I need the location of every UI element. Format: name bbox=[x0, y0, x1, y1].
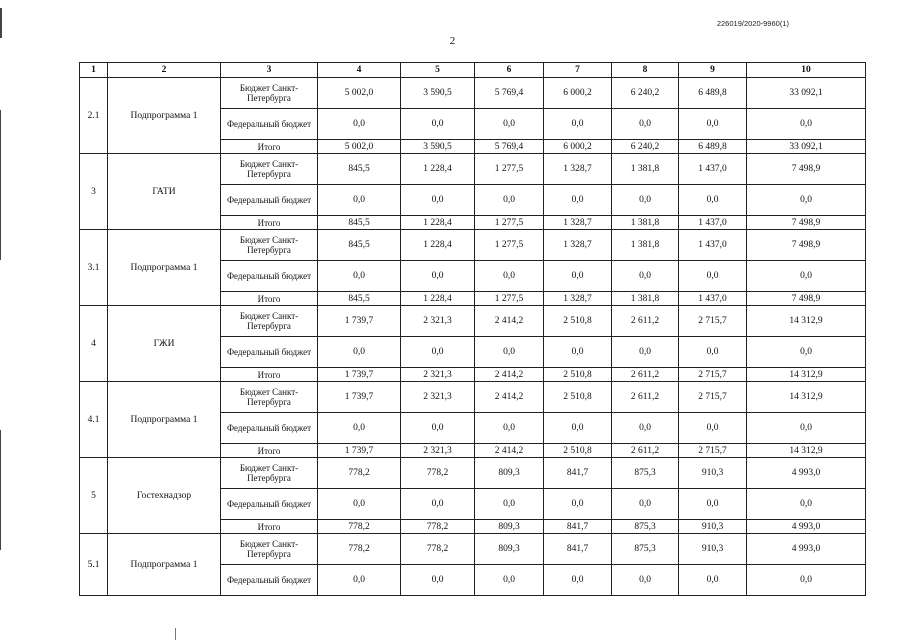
value-cell: 778,2 bbox=[318, 534, 401, 565]
value-cell: 0,0 bbox=[544, 109, 612, 140]
value-cell: 0,0 bbox=[747, 413, 866, 444]
funding-source: Федеральный бюджет bbox=[221, 109, 318, 140]
value-cell: 0,0 bbox=[401, 489, 475, 520]
value-cell: 6 489,8 bbox=[679, 140, 747, 154]
funding-source: Федеральный бюджет bbox=[221, 185, 318, 216]
value-cell: 0,0 bbox=[401, 565, 475, 596]
value-cell: 2 510,8 bbox=[544, 368, 612, 382]
item-name: Подпрограмма 1 bbox=[108, 78, 221, 154]
column-header: 6 bbox=[475, 63, 544, 78]
value-cell: 0,0 bbox=[612, 185, 679, 216]
value-cell: 1 328,7 bbox=[544, 292, 612, 306]
value-cell: 0,0 bbox=[612, 489, 679, 520]
column-header: 2 bbox=[108, 63, 221, 78]
value-cell: 2 414,2 bbox=[475, 382, 544, 413]
value-cell: 2 510,8 bbox=[544, 382, 612, 413]
item-number: 2.1 bbox=[80, 78, 108, 154]
item-name: Подпрограмма 1 bbox=[108, 382, 221, 458]
value-cell: 6 489,8 bbox=[679, 78, 747, 109]
funding-source: Бюджет Санкт-Петербурга bbox=[221, 534, 318, 565]
value-cell: 2 321,3 bbox=[401, 444, 475, 458]
value-cell: 2 611,2 bbox=[612, 382, 679, 413]
value-cell: 0,0 bbox=[747, 489, 866, 520]
value-cell: 0,0 bbox=[544, 261, 612, 292]
column-header: 3 bbox=[221, 63, 318, 78]
value-cell: 845,5 bbox=[318, 216, 401, 230]
value-cell: 4 993,0 bbox=[747, 458, 866, 489]
value-cell: 33 092,1 bbox=[747, 78, 866, 109]
value-cell: 875,3 bbox=[612, 534, 679, 565]
document-id: 226019/2020-9960(1) bbox=[716, 19, 789, 28]
value-cell: 0,0 bbox=[401, 261, 475, 292]
value-cell: 0,0 bbox=[475, 565, 544, 596]
value-cell: 14 312,9 bbox=[747, 444, 866, 458]
value-cell: 1 437,0 bbox=[679, 216, 747, 230]
item-number: 4.1 bbox=[80, 382, 108, 458]
funding-source: Итого bbox=[221, 292, 318, 306]
value-cell: 778,2 bbox=[401, 534, 475, 565]
column-header: 10 bbox=[747, 63, 866, 78]
value-cell: 0,0 bbox=[612, 413, 679, 444]
value-cell: 2 611,2 bbox=[612, 444, 679, 458]
item-name: Подпрограмма 1 bbox=[108, 534, 221, 596]
funding-source: Бюджет Санкт-Петербурга bbox=[221, 230, 318, 261]
value-cell: 845,5 bbox=[318, 230, 401, 261]
value-cell: 0,0 bbox=[318, 109, 401, 140]
value-cell: 2 510,8 bbox=[544, 306, 612, 337]
value-cell: 2 611,2 bbox=[612, 306, 679, 337]
header-row bbox=[80, 63, 866, 78]
value-cell: 778,2 bbox=[401, 458, 475, 489]
value-cell: 1 437,0 bbox=[679, 230, 747, 261]
value-cell: 845,5 bbox=[318, 292, 401, 306]
value-cell: 0,0 bbox=[612, 565, 679, 596]
value-cell: 3 590,5 bbox=[401, 78, 475, 109]
value-cell: 1 381,8 bbox=[612, 216, 679, 230]
value-cell: 0,0 bbox=[544, 337, 612, 368]
funding-source: Федеральный бюджет bbox=[221, 489, 318, 520]
funding-source: Итого bbox=[221, 368, 318, 382]
item-number: 4 bbox=[80, 306, 108, 382]
value-cell: 1 381,8 bbox=[612, 230, 679, 261]
table-row bbox=[80, 230, 866, 261]
table-row bbox=[80, 534, 866, 565]
funding-source: Итого bbox=[221, 140, 318, 154]
table-row bbox=[80, 78, 866, 109]
value-cell: 2 611,2 bbox=[612, 368, 679, 382]
value-cell: 0,0 bbox=[544, 413, 612, 444]
value-cell: 1 381,8 bbox=[612, 154, 679, 185]
funding-source: Федеральный бюджет bbox=[221, 337, 318, 368]
value-cell: 5 769,4 bbox=[475, 140, 544, 154]
value-cell: 2 715,7 bbox=[679, 444, 747, 458]
column-header: 9 bbox=[679, 63, 747, 78]
value-cell: 778,2 bbox=[318, 520, 401, 534]
value-cell: 0,0 bbox=[475, 109, 544, 140]
value-cell: 7 498,9 bbox=[747, 154, 866, 185]
table-row bbox=[80, 382, 866, 413]
funding-source: Федеральный бюджет bbox=[221, 413, 318, 444]
value-cell: 778,2 bbox=[401, 520, 475, 534]
funding-source: Федеральный бюджет bbox=[221, 565, 318, 596]
value-cell: 6 240,2 bbox=[612, 140, 679, 154]
value-cell: 6 240,2 bbox=[612, 78, 679, 109]
value-cell: 1 277,5 bbox=[475, 292, 544, 306]
page-number: 2 bbox=[449, 35, 456, 47]
value-cell: 33 092,1 bbox=[747, 140, 866, 154]
budget-table bbox=[79, 62, 866, 596]
value-cell: 0,0 bbox=[679, 565, 747, 596]
value-cell: 841,7 bbox=[544, 534, 612, 565]
value-cell: 4 993,0 bbox=[747, 520, 866, 534]
value-cell: 1 381,8 bbox=[612, 292, 679, 306]
value-cell: 841,7 bbox=[544, 458, 612, 489]
item-name: ГЖИ bbox=[108, 306, 221, 382]
column-header: 4 bbox=[318, 63, 401, 78]
value-cell: 0,0 bbox=[747, 261, 866, 292]
item-number: 3.1 bbox=[80, 230, 108, 306]
value-cell: 2 715,7 bbox=[679, 382, 747, 413]
item-number: 5.1 bbox=[80, 534, 108, 596]
value-cell: 0,0 bbox=[612, 109, 679, 140]
value-cell: 0,0 bbox=[401, 413, 475, 444]
value-cell: 6 000,2 bbox=[544, 140, 612, 154]
scan-edge-mark bbox=[0, 110, 1, 260]
value-cell: 1 437,0 bbox=[679, 292, 747, 306]
value-cell: 2 715,7 bbox=[679, 306, 747, 337]
column-header: 5 bbox=[401, 63, 475, 78]
value-cell: 0,0 bbox=[747, 109, 866, 140]
table-row bbox=[80, 306, 866, 337]
value-cell: 0,0 bbox=[544, 565, 612, 596]
value-cell: 0,0 bbox=[318, 413, 401, 444]
value-cell: 0,0 bbox=[318, 489, 401, 520]
value-cell: 0,0 bbox=[318, 337, 401, 368]
column-header: 8 bbox=[612, 63, 679, 78]
value-cell: 0,0 bbox=[475, 261, 544, 292]
scan-edge-mark bbox=[0, 430, 1, 550]
value-cell: 1 228,4 bbox=[401, 154, 475, 185]
table-row bbox=[80, 154, 866, 185]
funding-source: Бюджет Санкт-Петербурга bbox=[221, 78, 318, 109]
funding-source: Бюджет Санкт-Петербурга bbox=[221, 154, 318, 185]
value-cell: 5 769,4 bbox=[475, 78, 544, 109]
value-cell: 2 414,2 bbox=[475, 368, 544, 382]
value-cell: 5 002,0 bbox=[318, 140, 401, 154]
value-cell: 0,0 bbox=[544, 185, 612, 216]
funding-source: Бюджет Санкт-Петербурга bbox=[221, 306, 318, 337]
value-cell: 841,7 bbox=[544, 520, 612, 534]
value-cell: 7 498,9 bbox=[747, 230, 866, 261]
value-cell: 0,0 bbox=[401, 337, 475, 368]
value-cell: 2 510,8 bbox=[544, 444, 612, 458]
value-cell: 0,0 bbox=[475, 337, 544, 368]
value-cell: 0,0 bbox=[401, 109, 475, 140]
value-cell: 0,0 bbox=[679, 489, 747, 520]
value-cell: 875,3 bbox=[612, 458, 679, 489]
value-cell: 0,0 bbox=[679, 413, 747, 444]
value-cell: 1 228,4 bbox=[401, 216, 475, 230]
value-cell: 1 277,5 bbox=[475, 230, 544, 261]
value-cell: 0,0 bbox=[318, 261, 401, 292]
table-row bbox=[80, 458, 866, 489]
value-cell: 3 590,5 bbox=[401, 140, 475, 154]
value-cell: 845,5 bbox=[318, 154, 401, 185]
value-cell: 1 328,7 bbox=[544, 230, 612, 261]
value-cell: 2 414,2 bbox=[475, 306, 544, 337]
scan-edge-mark bbox=[0, 8, 2, 38]
value-cell: 0,0 bbox=[544, 489, 612, 520]
column-header: 1 bbox=[80, 63, 108, 78]
funding-source: Итого bbox=[221, 444, 318, 458]
funding-source: Федеральный бюджет bbox=[221, 261, 318, 292]
value-cell: 0,0 bbox=[679, 337, 747, 368]
value-cell: 1 277,5 bbox=[475, 154, 544, 185]
value-cell: 778,2 bbox=[318, 458, 401, 489]
value-cell: 1 328,7 bbox=[544, 216, 612, 230]
value-cell: 2 321,3 bbox=[401, 382, 475, 413]
value-cell: 0,0 bbox=[747, 337, 866, 368]
value-cell: 2 321,3 bbox=[401, 306, 475, 337]
value-cell: 7 498,9 bbox=[747, 216, 866, 230]
value-cell: 0,0 bbox=[612, 261, 679, 292]
scan-mark bbox=[175, 628, 176, 640]
value-cell: 1 277,5 bbox=[475, 216, 544, 230]
item-name: Гостехнадзор bbox=[108, 458, 221, 534]
value-cell: 0,0 bbox=[401, 185, 475, 216]
value-cell: 1 328,7 bbox=[544, 154, 612, 185]
value-cell: 2 414,2 bbox=[475, 444, 544, 458]
value-cell: 809,3 bbox=[475, 534, 544, 565]
value-cell: 1 437,0 bbox=[679, 154, 747, 185]
item-number: 5 bbox=[80, 458, 108, 534]
value-cell: 0,0 bbox=[747, 565, 866, 596]
item-number: 3 bbox=[80, 154, 108, 230]
value-cell: 1 739,7 bbox=[318, 382, 401, 413]
value-cell: 7 498,9 bbox=[747, 292, 866, 306]
value-cell: 875,3 bbox=[612, 520, 679, 534]
value-cell: 0,0 bbox=[612, 337, 679, 368]
funding-source: Бюджет Санкт-Петербурга bbox=[221, 458, 318, 489]
value-cell: 910,3 bbox=[679, 520, 747, 534]
value-cell: 14 312,9 bbox=[747, 306, 866, 337]
value-cell: 0,0 bbox=[475, 185, 544, 216]
column-header: 7 bbox=[544, 63, 612, 78]
funding-source: Итого bbox=[221, 520, 318, 534]
value-cell: 0,0 bbox=[679, 109, 747, 140]
value-cell: 0,0 bbox=[318, 565, 401, 596]
value-cell: 910,3 bbox=[679, 458, 747, 489]
value-cell: 0,0 bbox=[679, 185, 747, 216]
value-cell: 4 993,0 bbox=[747, 534, 866, 565]
item-name: ГАТИ bbox=[108, 154, 221, 230]
value-cell: 1 228,4 bbox=[401, 230, 475, 261]
value-cell: 1 739,7 bbox=[318, 444, 401, 458]
value-cell: 2 321,3 bbox=[401, 368, 475, 382]
table-body bbox=[80, 63, 866, 596]
funding-source: Итого bbox=[221, 216, 318, 230]
value-cell: 0,0 bbox=[475, 413, 544, 444]
value-cell: 14 312,9 bbox=[747, 382, 866, 413]
item-name: Подпрограмма 1 bbox=[108, 230, 221, 306]
value-cell: 0,0 bbox=[318, 185, 401, 216]
value-cell: 809,3 bbox=[475, 458, 544, 489]
value-cell: 2 715,7 bbox=[679, 368, 747, 382]
value-cell: 0,0 bbox=[679, 261, 747, 292]
value-cell: 5 002,0 bbox=[318, 78, 401, 109]
value-cell: 6 000,2 bbox=[544, 78, 612, 109]
value-cell: 910,3 bbox=[679, 534, 747, 565]
value-cell: 1 228,4 bbox=[401, 292, 475, 306]
value-cell: 14 312,9 bbox=[747, 368, 866, 382]
value-cell: 0,0 bbox=[475, 489, 544, 520]
value-cell: 1 739,7 bbox=[318, 368, 401, 382]
value-cell: 1 739,7 bbox=[318, 306, 401, 337]
value-cell: 809,3 bbox=[475, 520, 544, 534]
value-cell: 0,0 bbox=[747, 185, 866, 216]
funding-source: Бюджет Санкт-Петербурга bbox=[221, 382, 318, 413]
